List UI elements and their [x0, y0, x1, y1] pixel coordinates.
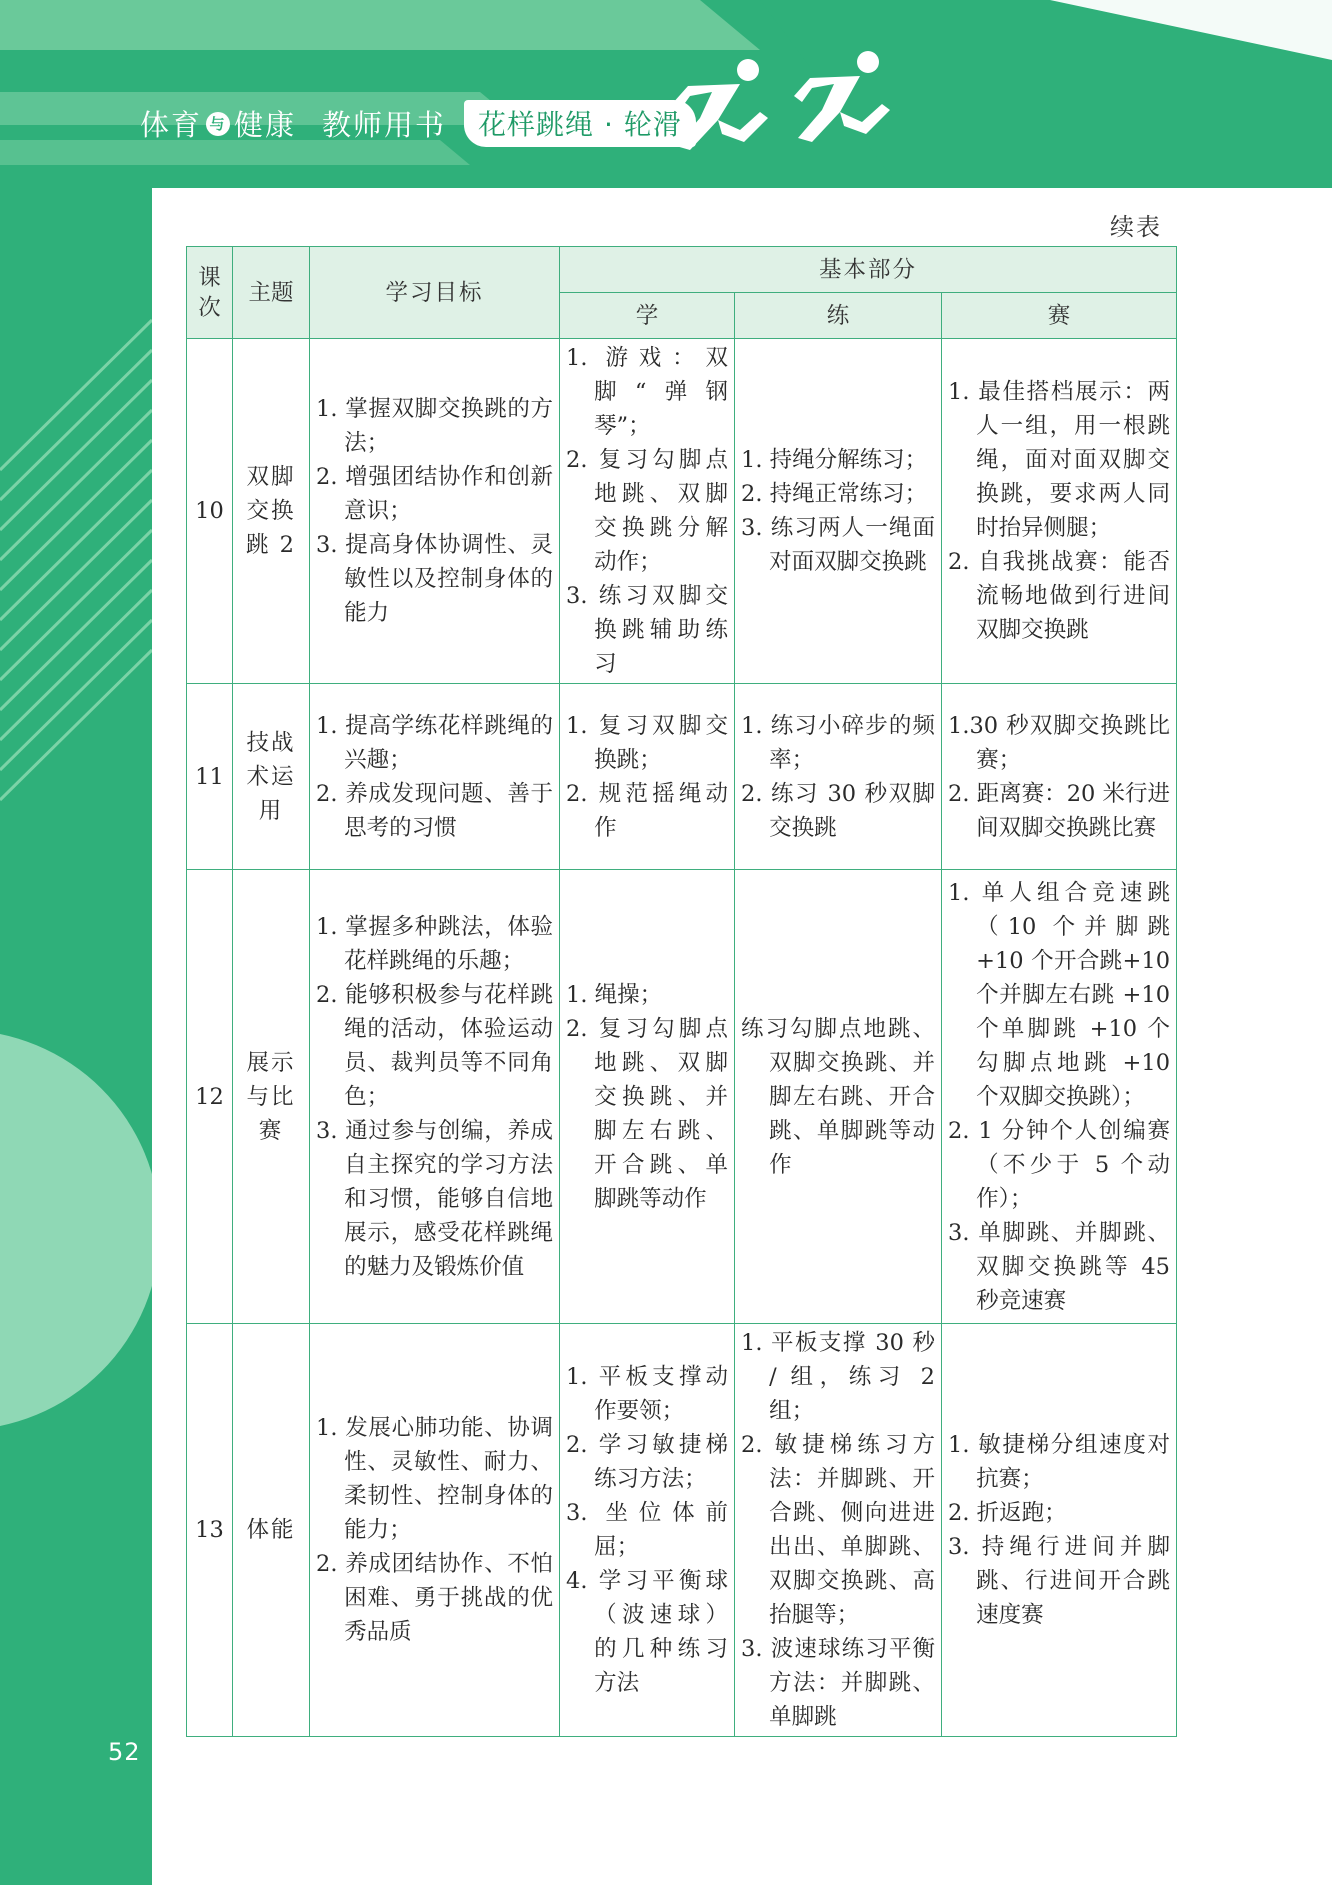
- goals-list: [316, 910, 553, 1284]
- compete-list: [948, 1428, 1170, 1632]
- list-item: 1. 发展心肺功能、协调性、灵敏性、耐力、柔韧性、控制身体的能力；: [316, 1415, 553, 1543]
- list-item: 2. 增强团结协作和创新意识；: [316, 464, 553, 524]
- learn-list: [566, 978, 728, 1216]
- learn-list: [566, 1360, 728, 1700]
- table-row: [187, 870, 1177, 1324]
- lesson-number: 13: [187, 1324, 233, 1737]
- lesson-topic: 双脚交换跳 2: [233, 339, 310, 684]
- practice-cell: [735, 684, 942, 870]
- page-number: 52: [108, 1738, 141, 1766]
- list-item: 2. 规范摇绳动作: [566, 780, 728, 841]
- compete-cell: [942, 339, 1177, 684]
- list-item: 1. 掌握双脚交换跳的方法；: [316, 396, 553, 456]
- lesson-number: 12: [187, 870, 233, 1324]
- list-item: 2. 能够积极参与花样跳绳的活动，体验运动员、裁判员等不同角色；: [316, 981, 553, 1110]
- list-item: 3. 坐位体前屈；: [566, 1500, 728, 1560]
- lesson-number: 10: [187, 339, 233, 684]
- chapter-tag: 花样跳绳 · 轮滑: [464, 100, 696, 147]
- list-item: 2. 复习勾脚点地跳、双脚交换跳、并脚左右跳、开合跳、单脚跳等动作: [566, 1015, 728, 1212]
- learn-cell: [560, 339, 735, 684]
- list-item: 1. 平板支撑动作要领；: [566, 1364, 728, 1424]
- list-item: 3. 通过参与创编，养成自主探究的学习方法和习惯，能够自信地展示，感受花样跳绳的魅力及锻炼价值: [316, 1117, 553, 1280]
- book-title: [140, 103, 296, 144]
- lesson-topic: 展示与比赛: [233, 870, 310, 1324]
- goals-list: [316, 1411, 553, 1649]
- lesson-topic: 技战术运用: [233, 684, 310, 870]
- goals-cell: [310, 339, 560, 684]
- compete-list: [948, 709, 1170, 845]
- list-item: 3. 波速球练习平衡方法：并脚跳、单脚跳: [741, 1636, 935, 1730]
- continue-label: 续表: [1110, 213, 1162, 241]
- practice-list: [741, 1326, 935, 1734]
- list-item: 2. 养成团结协作、不怕困难、勇于挑战的优秀品质: [316, 1551, 553, 1645]
- book-subtitle: 教师用书: [322, 108, 447, 142]
- list-item: 1. 提高学练花样跳绳的兴趣；: [316, 712, 553, 773]
- lesson-plan-table: [186, 246, 1177, 1737]
- title-part1: 体育: [140, 108, 203, 142]
- practice-cell: [735, 1324, 942, 1737]
- practice-cell: [735, 870, 942, 1324]
- learn-list: [566, 709, 728, 845]
- table-row: [187, 339, 1177, 684]
- header-topic: 主题: [233, 247, 310, 339]
- list-item: 3. 单脚跳、并脚跳、双脚交换跳等 45 秒竞速赛: [948, 1219, 1171, 1314]
- list-item: 练习勾脚点地跳、双脚交换跳、并脚左右跳、开合跳、单脚跳等动作: [741, 1015, 935, 1178]
- list-item: 3. 提高身体协调性、灵敏性以及控制身体的能力: [316, 532, 553, 626]
- list-item: 1. 最佳搭档展示：两人一组，用一根跳绳，面对面双脚交换跳，要求两人同时抬异侧腿；: [948, 379, 1171, 541]
- compete-cell: [942, 1324, 1177, 1737]
- compete-cell: [942, 870, 1177, 1324]
- list-item: 2. 距离赛：20 米行进间双脚交换跳比赛: [948, 780, 1171, 841]
- list-item: 1. 持绳分解练习；: [741, 447, 928, 473]
- goals-cell: [310, 870, 560, 1324]
- header-basic: 基本部分: [560, 247, 1177, 293]
- header-lesson: 课次: [187, 247, 233, 339]
- list-item: 1. 单人组合竞速跳（10 个并脚跳 +10 个开合跳+10 个并脚左右跳 +10 个单脚跳 +10 个勾脚点地跳 +10 个双脚交换跳）；: [948, 879, 1171, 1110]
- learn-cell: [560, 870, 735, 1324]
- compete-list: [948, 876, 1170, 1318]
- compete-list: [948, 375, 1170, 647]
- practice-list: [741, 709, 935, 845]
- header-practice: 练: [735, 293, 942, 339]
- learn-list: [566, 341, 728, 681]
- header: [140, 100, 696, 147]
- list-item: 2. 折返跑；: [948, 1500, 1067, 1526]
- header-goals: 学习目标: [310, 247, 560, 339]
- goals-list: [316, 709, 553, 845]
- goals-cell: [310, 1324, 560, 1737]
- learn-cell: [560, 684, 735, 870]
- title-dot: 与: [206, 112, 230, 136]
- list-item: 3. 练习双脚交换跳辅助练习: [566, 583, 728, 677]
- list-item: 2. 学习敏捷梯练习方法；: [566, 1432, 728, 1492]
- list-item: 2. 自我挑战赛：能否流畅地做到行进间双脚交换跳: [948, 549, 1171, 643]
- practice-cell: [735, 339, 942, 684]
- table-row: [187, 684, 1177, 870]
- lesson-topic: 体能: [233, 1324, 310, 1737]
- list-item: 2. 持绳正常练习；: [741, 481, 928, 507]
- header-learn: 学: [560, 293, 735, 339]
- list-item: 3. 练习两人一绳面对面双脚交换跳: [741, 515, 935, 575]
- list-item: 1. 敏捷梯分组速度对抗赛；: [948, 1432, 1171, 1492]
- practice-list: [741, 1012, 935, 1182]
- list-item: 2. 敏捷梯练习方法：并脚跳、开合跳、侧向进进出出、单脚跳、双脚交换跳、高抬腿等；: [741, 1432, 935, 1628]
- list-item: 1. 掌握多种跳法，体验花样跳绳的乐趣；: [316, 913, 553, 974]
- table-row: [187, 1324, 1177, 1737]
- learn-cell: [560, 1324, 735, 1737]
- list-item: 2. 复习勾脚点地跳、双脚交换跳分解动作；: [566, 447, 728, 575]
- list-item: 1. 平板支撑 30 秒 / 组，练习 2 组；: [741, 1330, 935, 1424]
- list-item: 4. 学习平衡球（波速球）的几种练习方法: [566, 1568, 728, 1696]
- compete-cell: [942, 684, 1177, 870]
- list-item: 1. 练习小碎步的频率；: [741, 712, 935, 773]
- list-item: 1. 绳操；: [566, 981, 663, 1008]
- list-item: 2. 养成发现问题、善于思考的习惯: [316, 780, 553, 841]
- list-item: 1. 游戏：双脚“弹钢琴”；: [566, 345, 728, 439]
- goals-list: [316, 392, 553, 630]
- list-item: 1.30 秒双脚交换跳比赛；: [948, 712, 1171, 773]
- list-item: 1. 复习双脚交换跳；: [566, 712, 728, 773]
- lesson-number: 11: [187, 684, 233, 870]
- header-compete: 赛: [942, 293, 1177, 339]
- list-item: 2. 练习 30 秒双脚交换跳: [741, 780, 935, 841]
- list-item: 2. 1 分钟个人创编赛（不少于 5 个动作）；: [948, 1117, 1171, 1212]
- goals-cell: [310, 684, 560, 870]
- list-item: 3. 持绳行进间并脚跳、行进间开合跳速度赛: [948, 1534, 1171, 1628]
- title-part2: 健康: [234, 108, 297, 142]
- practice-list: [741, 443, 935, 579]
